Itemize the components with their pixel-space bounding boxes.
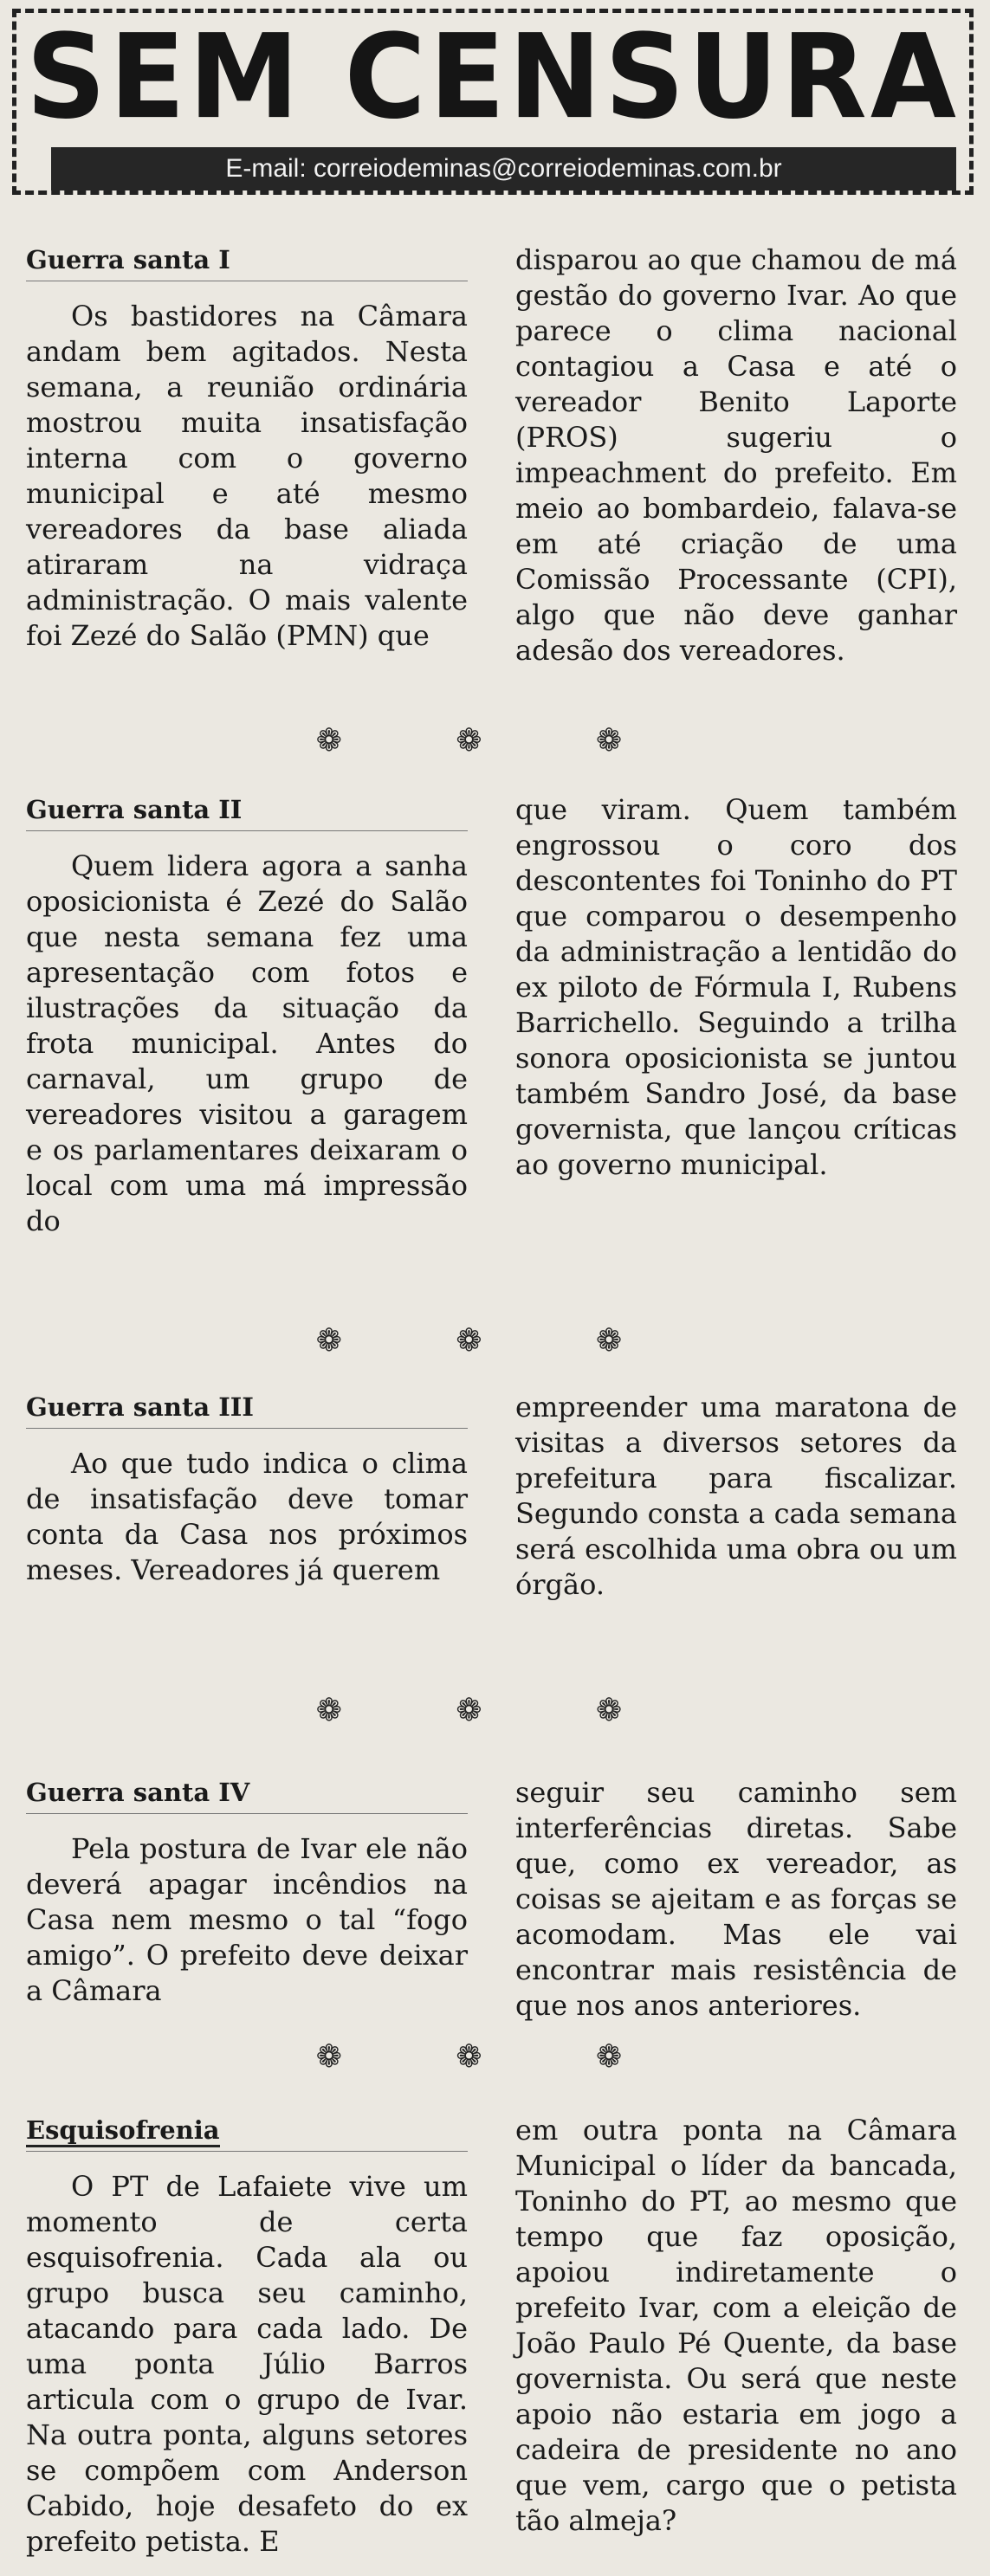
section-divider: ❁ ❁ ❁ [315, 1693, 675, 1728]
section-divider: ❁ ❁ ❁ [315, 2039, 675, 2075]
section-title: Guerra santa III [26, 1390, 468, 1429]
section-divider: ❁ ❁ ❁ [315, 1323, 675, 1359]
section-body-right: seguir seu caminho sem interferências diretas. Sabe que, como ex vereador, as coisas se ajeitam e as forças se acomodam. Mas ele vai encontrar mais resistência de que nos anos anteriores. [515, 1776, 957, 2022]
section-body-left: Os bastidores na Câmara andam bem agitados. Nesta semana, a reunião ordinária mostrou muita insatisfação interna com o governo municipal e até mesmo vereadores da base aliada atiraram na vidraça administração. O mais valente foi Zezé do Salão (PMN) que [26, 300, 468, 652]
section-title: Guerra santa I [26, 242, 468, 281]
left-column [26, 1775, 468, 2009]
section-body-left: Pela postura de Ivar ele não deverá apagar incêndios na Casa nem mesmo o tal “fogo amigo”. O prefeito deve deixar a Câmara [26, 1832, 468, 2007]
section-title [26, 2113, 468, 2152]
masthead-box [12, 9, 974, 195]
left-column [26, 2113, 468, 2560]
section-title: Guerra santa IV [26, 1775, 468, 1814]
email-bar: E-mail: correiodeminas@correiodeminas.com.br [51, 147, 956, 190]
section-divider: ❁ ❁ ❁ [315, 723, 675, 759]
left-column [26, 242, 468, 654]
section-body-left: Ao que tudo indica o clima de insatisfação deve tomar conta da Casa nos próximos meses. Vereadores já querem [26, 1447, 468, 1586]
section-body-left: Quem lidera agora a sanha oposicionista é Zezé do Salão que nesta semana fez uma apresentação com fotos e ilustrações da situação da frota municipal. Antes do carnaval, um grupo de vereadores visitou a garagem e os parlamentares deixaram o local com uma má impressão do [26, 849, 468, 1237]
column-title: SEM CENSURA [26, 10, 960, 145]
section-body-right: empreender uma maratona de visitas a diversos setores da prefeitura para fiscalizar. Segundo consta a cada semana será escolhida uma obra ou um órgão. [515, 1391, 957, 1601]
left-column [26, 1390, 468, 1588]
right-column [515, 242, 957, 668]
section-body-right: em outra ponta na Câmara Municipal o líder da bancada, Toninho do PT, ao mesmo que tempo que faz oposição, apoiou indiretamente o prefeito Ivar, com a eleição de João Paulo Pé Quente, da base governista. Ou será que neste apoio não estaria em jogo a cadeira de presidente no ano que vem, cargo que o petista tão almeja? [515, 2114, 957, 2537]
right-column [515, 792, 957, 1183]
left-column [26, 792, 468, 1239]
section-body-right: disparou ao que chamou de má gestão do governo Ivar. Ao que parece o clima nacional contagiou a Casa e até o vereador Benito Laporte (PROS) sugeriu o impeachment do prefeito. Em meio ao bombardeio, falava-se em até criação de uma Comissão Processante (CPI), algo que não deve ganhar adesão dos vereadores. [515, 243, 957, 667]
right-column [515, 1390, 957, 1603]
right-column [515, 2113, 957, 2539]
section-title-text: Esquisofrenia [26, 2115, 220, 2147]
right-column [515, 1775, 957, 2024]
section-body-left: O PT de Lafaiete vive um momento de certa esquisofrenia. Cada ala ou grupo busca seu caminho, atacando para cada lado. De uma ponta Júlio Barros articula com o grupo de Ivar. Na outra ponta, alguns setores se compõem com Anderson Cabido, hoje desafeto do ex prefeito petista. E [26, 2170, 468, 2558]
section-title: Guerra santa II [26, 792, 468, 831]
section-body-right: que viram. Quem também engrossou o coro dos descontentes foi Toninho do PT que comparou o desempenho da administração a lentidão do ex piloto de Fórmula I, Rubens Barrichello. Seguindo a trilha sonora oposicionista se juntou também Sandro José, da base governista, que lançou críticas ao governo municipal. [515, 793, 957, 1181]
